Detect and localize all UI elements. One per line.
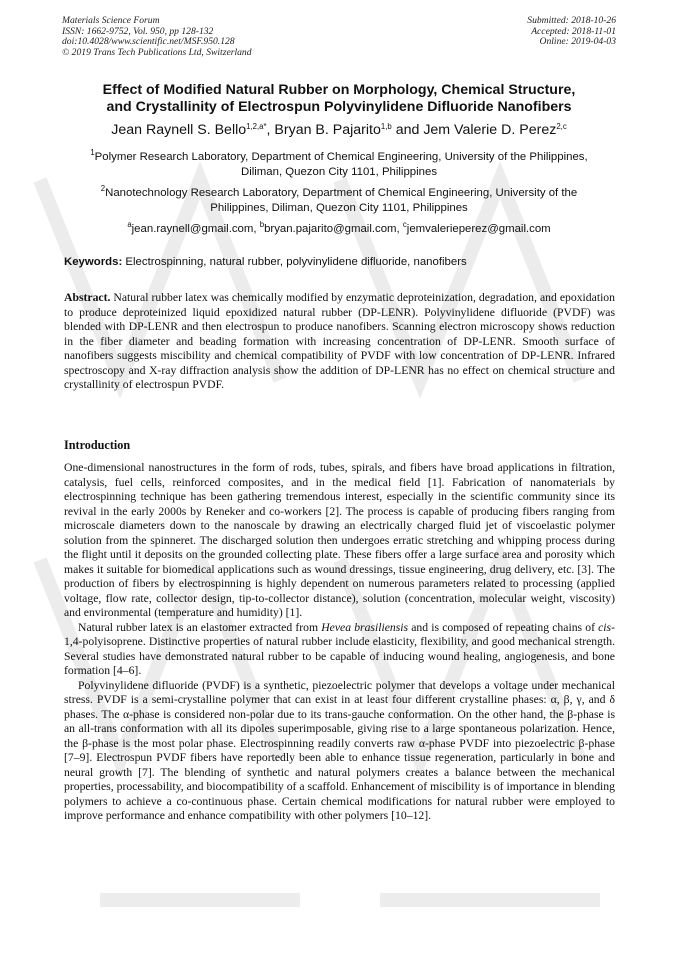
journal-name: Materials Science Forum [62, 15, 160, 26]
email-a[interactable]: jean.raynell@gmail.com, [131, 223, 257, 235]
author-1-affiliation: 1,2,a* [246, 122, 267, 131]
author-3: Jem Valerie D. Perez [423, 122, 557, 138]
intro-paragraph-3: Polyvinylidene difluoride (PVDF) is a synthetic, piezoelectric polymer that develops a voltage under mechanical stress. PVDF is a semi-crystalline polymer that can exist in at least four different crystalline phases: α, β, γ, and δ phases. The α-phase is considered non-polar due to its trans-gauche conformation. On the other hand, the β-phase is an all-trans conformation with all its dipoles superimposable, giving rise to a large spontaneous polarization. Hence, the β-phase is the most polar phase. Electrospinning readily converts raw α-phase PVDF into piezoelectric β-phase [7–9]. Electrospun PVDF fibers have reportedly been able to enhance tissue regeneration, particularly in bone and neural growth [7]. The blending of synthetic and natural polymers creates a balance between the mechanical properties, processability, and biocompatibility of a scaffold. Enhancement of miscibility is of importance in blending polymers to achieve a co-continuous phase. Certain chemical modifications for natural rubber were employed to improve performance and enhance compatibility with other polymers [10–12]. [64, 678, 615, 822]
abstract-text: Natural rubber latex was chemically modified by enzymatic deproteinization, degradation, and epoxidation to produce deproteinized liquid epoxidized natural rubber (DP-LENR). Polyvinylidene difluoride (PVDF) was blended with DP-LENR and then electrospun to produce nanofibers. Scanning electron microscopy shows reduction in the fiber diameter and beading formation with increasing concentration of DP-LENR. Smooth surface of nanofibers suggests miscibility and chemical compatibility of PVDF with low concentration of DP-LENR. Infrared spectroscopy and X-ray diffraction analysis show the addition of DP-LENR has no effect on chemical structure and crystallinity of electrospun PVDF. [64, 291, 615, 391]
intro-paragraph-2 [64, 621, 615, 679]
abstract [64, 291, 615, 393]
title-line-2: and Crystallinity of Electrospun Polyvinylidene Difluoride Nanofibers [106, 99, 572, 116]
affiliation-1 [60, 150, 618, 179]
author-3-affiliation: 2,c [556, 122, 567, 131]
introduction-heading: Introduction [64, 438, 131, 452]
affiliation-2 [60, 186, 618, 215]
affiliation-1-line-1: Polymer Research Laboratory, Department of Chemical Engineering, University of the Philippines, [94, 151, 588, 163]
email-b[interactable]: bryan.pajarito@gmail.com, [264, 223, 400, 235]
journal-copyright: © 2019 Trans Tech Publications Ltd, Switzerland [62, 46, 252, 58]
submitted-date: Submitted: 2018-10-26 [527, 15, 616, 26]
species-name: Hevea brasiliensis [321, 620, 409, 634]
affiliation-1-marker: 1 [90, 148, 95, 157]
intro-p2-part-a: Natural rubber latex is an elastomer extracted from [78, 620, 322, 634]
cis-prefix: cis [598, 620, 612, 634]
intro-p2-part-b: and is composed of repeating chains of [408, 620, 599, 634]
author-1: Jean Raynell S. Bello [111, 122, 247, 138]
paper-title [50, 82, 628, 117]
keywords [64, 255, 616, 269]
submission-dates [527, 16, 616, 48]
journal-info [62, 16, 252, 58]
affiliation-2-line-1: Nanotechnology Research Laboratory, Department of Chemical Engineering, University of the [105, 187, 578, 199]
accepted-date: Accepted: 2018-11-01 [531, 25, 616, 37]
author-2-affiliation: 1,b [380, 122, 392, 131]
author-joiner: and [395, 122, 420, 138]
keywords-label: Keywords: [64, 256, 123, 268]
email-c[interactable]: jemvalerieperez@gmail.com [406, 223, 551, 235]
affiliation-2-marker: 2 [100, 184, 106, 193]
author-2: Bryan B. Pajarito [274, 122, 381, 138]
email-a-marker: a [127, 220, 132, 229]
affiliation-1-line-2: Diliman, Quezon City 1101, Philippines [240, 165, 438, 178]
email-list [60, 222, 618, 237]
journal-doi: doi:10.4028/www.scientific.net/MSF.950.128 [62, 36, 235, 48]
author-list: Jean Raynell S. Bello$^{1,2,a*}$, Bryan B. Pajarito$^{1,b}$ and Jem Valerie D. Perez$^{2,c}$ [111, 122, 567, 138]
affiliation-2-line-2: Philippines, Diliman, Quezon City 1101, Philippines [210, 201, 468, 214]
abstract-label: Abstract. [64, 291, 111, 304]
journal-issn: ISSN: 1662-9752, Vol. 950, pp 128-132 [62, 25, 214, 37]
online-date: Online: 2019-04-03 [539, 36, 616, 48]
introduction-body [64, 461, 615, 824]
intro-p2-part-c: -1,4-polyisoprene. Distinctive properties of natural rubber include elasticity, flexibility, and good mechanical strength. Several studies have demonstrated natural rubber to be capable of inducing wound healing, angiogenesis, and bone formation [4–6]. [64, 620, 615, 677]
keywords-text: Electrospinning, natural rubber, polyvinylidene difluoride, nanofibers [125, 256, 467, 268]
title-line-1: Effect of Modified Natural Rubber on Morphology, Chemical Structure, [102, 82, 576, 98]
email-c-marker: c [402, 220, 407, 229]
intro-paragraph-1: One-dimensional nanostructures in the form of rods, tubes, spirals, and fibers have broad applications in filtration, catalysis, fuel cells, reinforced composites, and in the medical field [1]. Fabrication of nanomaterials by electrospinning technique has been gathering tremendous interest, especially in the scientific community since its revival in the early 2000s by Reneker and co-workers [2]. The process is capable of producing fibers ranging from microscale diameters down to the nanoscale by drawing an electrically charged fluid jet of viscoelastic polymer solution from the spinneret. The discharged solution then undergoes erratic stretching and whipping process during the flight until it deposits on the grounded collecting plate. These fibers offer a large surface area and porosity which makes it suitable for biomedical applications such as wound dressings, tissue engineering, drug delivery, etc. [3]. The production of fibers by electrospinning is highly dependent on numerous parameters related to processing (applied voltage, flow rate, collector design, tip-to-collector distance), solution (concentration, molecular weight, viscosity) and environmental (temperature and humidity) [1]. [64, 461, 615, 619]
email-b-marker: b [259, 220, 265, 229]
